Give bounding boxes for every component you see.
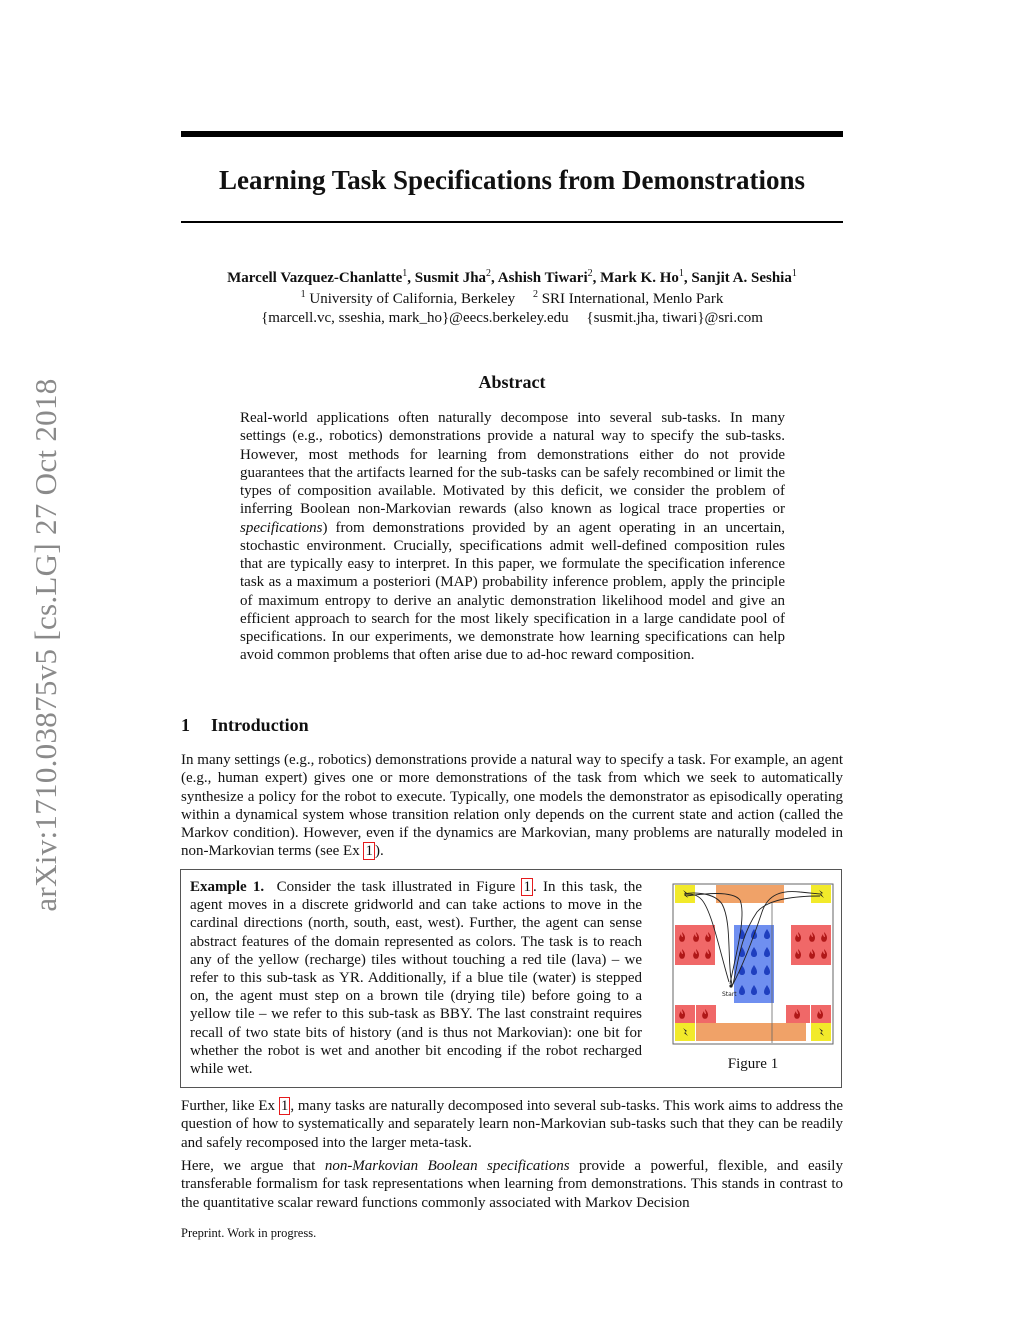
section-heading: [181, 713, 309, 737]
drying-tile: [696, 1023, 806, 1041]
example-text: Example 1. Consider the task illustrated in Figure 1 . In this task, the agent moves in a discrete gridworld and can take actions to move in the cardinal directions (north, south, east, west). Further, the agent can sense abstract features of the domain represented as colors. The task is to reach any of the yellow (recharge) tiles without touching a red tile (lava) – we refer to this sub-task as YR. Additionally, if a blue tile (water) is stepped on, the agent must step on a brown tile (drying tile) before going to a yellow tile – we refer to this sub-task as BBY. The last constraint requires recall of two state bits of history (and is thus not Markovian): one bit for whether the robot is wet and another bit encoding if the robot recharged while wet.: [190, 879, 643, 1078]
arxiv-stamp: arXiv:1710.03875v5 [cs.LG] 27 Oct 2018: [28, 378, 63, 912]
paper-title: Learning Task Specifications from Demonstrations: [218, 165, 806, 195]
figure-link[interactable]: 1: [523, 879, 531, 895]
title-rule-top: [181, 131, 843, 137]
email-group: {susmit.jha, tiwari}@sri.com: [586, 310, 763, 326]
author-affiliation-mark: 1: [678, 268, 684, 279]
lava-tile: [675, 925, 715, 965]
start-label: Start: [722, 991, 737, 998]
figure-caption: Figure 1: [727, 1056, 779, 1072]
start-marker: [729, 984, 732, 987]
footer-note: Preprint. Work in progress.: [181, 1226, 317, 1240]
affiliation-number: 1: [300, 289, 306, 300]
author-affiliation-mark: 2: [587, 268, 593, 279]
lava-tile: [675, 1005, 695, 1023]
author-affiliation-mark: 2: [486, 268, 492, 279]
example-link[interactable]: 1: [365, 843, 373, 860]
affiliation-name: SRI International, Menlo Park: [541, 291, 724, 307]
author-affiliation-mark: 1: [402, 268, 408, 279]
gridworld-figure: [672, 882, 834, 1047]
author-name: Mark K. Ho: [600, 270, 679, 286]
example-box: [180, 869, 842, 1088]
author-name: Marcell Vazquez-Chanlatte: [227, 270, 403, 286]
affiliations: [181, 285, 843, 328]
body-paragraph: Further, like Ex 1 , many tasks are naturally decomposed into several sub-tasks. This work aims to address the question of how to systematically and separately learn non-Markovian sub-tasks such that they can be readily and safely recomposed into the larger meta-task.: [181, 1098, 843, 1151]
email-group: {marcell.vc, sseshia, mark_ho}@eecs.berkeley.edu: [261, 310, 569, 326]
abstract-text: Real-world applications often naturally decompose into several sub-tasks. In many settings (e.g., robotics) demonstrations provide a natural way to specify the sub-tasks. However, most methods for learning from demonstrations either do not provide guarantees that the artifacts learned for the sub-tasks can be safely recombined or limit the types of composition available. Motivated by this deficit, we consider the problem of inferring Boolean non-Markovian rewards (also known as logical trace properties or specifications) from demonstrations provided by an agent operating in an uncertain, stochastic environment. Crucially, specifications admit well-defined composition rules that are typically easy to interpret. In this paper, we formulate the specification inference task as a maximum a posteriori (MAP) probability inference problem, apply the principle of maximum entropy to derive an analytic demonstration likelihood model and give an efficient approach to search for the most likely specification in a large candidate pool of specifications. In our experiments, we demonstrate how learning specifications can help avoid common problems that often arise due to ad-hoc reward composition.: [240, 410, 785, 664]
author-name: Susmit Jha: [414, 270, 487, 286]
author-name: Ashish Tiwari: [497, 270, 588, 286]
author-name: Sanjit A. Seshia: [691, 270, 792, 286]
intro-paragraph: In many settings (e.g., robotics) demonstrations provide a natural way to specify a task. For example, an agent (e.g., human expert) gives one or more demonstrations of the task from which we seek to automatically synthesize a policy for the robot to execute. Typically, one models the demonstrator as episodically operating within a dynamical system whose transition relation only depends on the current state and action (called the Markov condition). However, even if the dynamics are Markovian, many problems are naturally modeled in non-Markovian terms (see Ex 1 ).: [181, 752, 843, 860]
abstract-heading: Abstract: [478, 372, 546, 392]
section-title: Introduction: [211, 715, 309, 735]
affiliation-number: 2: [532, 289, 538, 300]
example-label: Example 1.: [190, 879, 265, 895]
author-list: Marcell Vazquez-Chanlatte$^1$, Susmit Jha$^2$, Ashish Tiwari$^2$, Mark K. Ho$^1$, Sanjit A. Seshia$^1$: [227, 268, 797, 286]
affiliation-name: University of California, Berkeley: [309, 291, 516, 307]
example-link[interactable]: 1: [280, 1098, 289, 1114]
title-rule-bottom: [181, 221, 843, 223]
body-paragraph: Here, we argue that non-Markovian Boolean specifications provide a powerful, flexible, and easily transferable formalism for task representations when learning from demonstrations. This stands in contrast to the quantitative scalar reward functions commonly associated with Markov Decision: [181, 1158, 843, 1211]
section-number: 1: [181, 715, 190, 735]
lava-tile: [791, 925, 831, 965]
author-affiliation-mark: 1: [791, 268, 797, 279]
